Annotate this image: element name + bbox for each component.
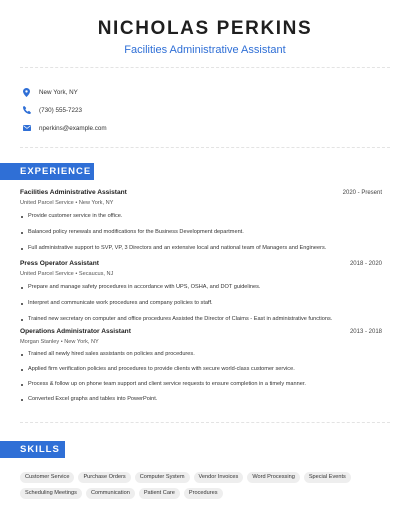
skill-chip: Word Processing [247, 472, 300, 483]
contact-location-text: New York, NY [39, 88, 78, 96]
skills-list [20, 472, 390, 504]
job-years: 2018 - 2020 [349, 261, 382, 267]
job-bullet: Prepare and manage safety procedures in accordance with UPS, OSHA, and DOT guidelines. [20, 284, 382, 291]
job-bullet: Process & follow up on phone team support and client service requests to ensure completion in a timely manner. [20, 381, 382, 388]
email-icon [22, 124, 31, 133]
map-pin-icon [22, 88, 31, 97]
skills-heading: SKILLS [0, 441, 65, 458]
job-bullet: Full administrative support to SVP, VP, 3 Directors and an extensive local and national team of Managers and Engineers. [20, 245, 382, 252]
contact-phone [22, 101, 107, 119]
job-entry [20, 189, 382, 252]
job-title: Operations Administrator Assistant [20, 328, 131, 335]
job-bullet: Trained new secretary on computer and office procedures Assisted the Director of Claims - East in administrative functions. [20, 316, 382, 323]
contact-divider [20, 147, 390, 148]
job-years: 2013 - 2018 [349, 329, 382, 335]
job-years: 2020 - Present [342, 190, 382, 196]
skill-chip: Special Events [304, 472, 351, 483]
job-entry [20, 328, 382, 403]
skill-chip: Procedures [184, 488, 223, 499]
contact-location [22, 83, 107, 101]
phone-icon [22, 106, 31, 115]
job-bullet: Balanced policy renewals and modifications for the Business Development department. [20, 229, 382, 236]
job-title: Press Operator Assistant [20, 260, 99, 267]
job-bullet: Interpret and communicate work procedures and company policies to staff. [20, 300, 382, 307]
candidate-name: NICHOLAS PERKINS [97, 18, 313, 39]
contact-email-text: nperkins@example.com [39, 124, 107, 132]
header-divider [20, 67, 390, 68]
skill-chip: Vendor Invoices [194, 472, 244, 483]
experience-divider [20, 422, 390, 423]
job-entry [20, 260, 382, 323]
job-title: Facilities Administrative Assistant [20, 189, 127, 196]
contact-phone-text: (730) 555-7223 [39, 106, 83, 114]
resume-header [0, 0, 410, 57]
skill-chip: Communication [86, 488, 135, 499]
job-bullet: Applied firm verification policies and procedures to provide clients with secure world-class customer service. [20, 366, 382, 373]
contact-email [22, 119, 107, 137]
skill-chip: Scheduling Meetings [20, 488, 82, 499]
experience-list [20, 189, 382, 403]
skill-chip: Customer Service [20, 472, 74, 483]
job-organization: Morgan Stanley • New York, NY [20, 339, 99, 345]
skill-chip: Purchase Orders [78, 472, 130, 483]
contact-block [22, 83, 107, 137]
job-bullet: Trained all newly hired sales assistants on policies and procedures. [20, 351, 382, 358]
experience-heading: EXPERIENCE [0, 163, 94, 180]
skill-chip: Computer System [135, 472, 190, 483]
job-organization: United Parcel Service • New York, NY [20, 200, 114, 206]
skill-chip: Patient Care [139, 488, 180, 499]
job-bullet: Converted Excel graphs and tables into PowerPoint. [20, 396, 382, 403]
job-organization: United Parcel Service • Secaucus, NJ [20, 271, 114, 277]
job-bullet: Provide customer service in the office. [20, 213, 382, 220]
candidate-title: Facilities Administrative Assistant [124, 44, 286, 56]
